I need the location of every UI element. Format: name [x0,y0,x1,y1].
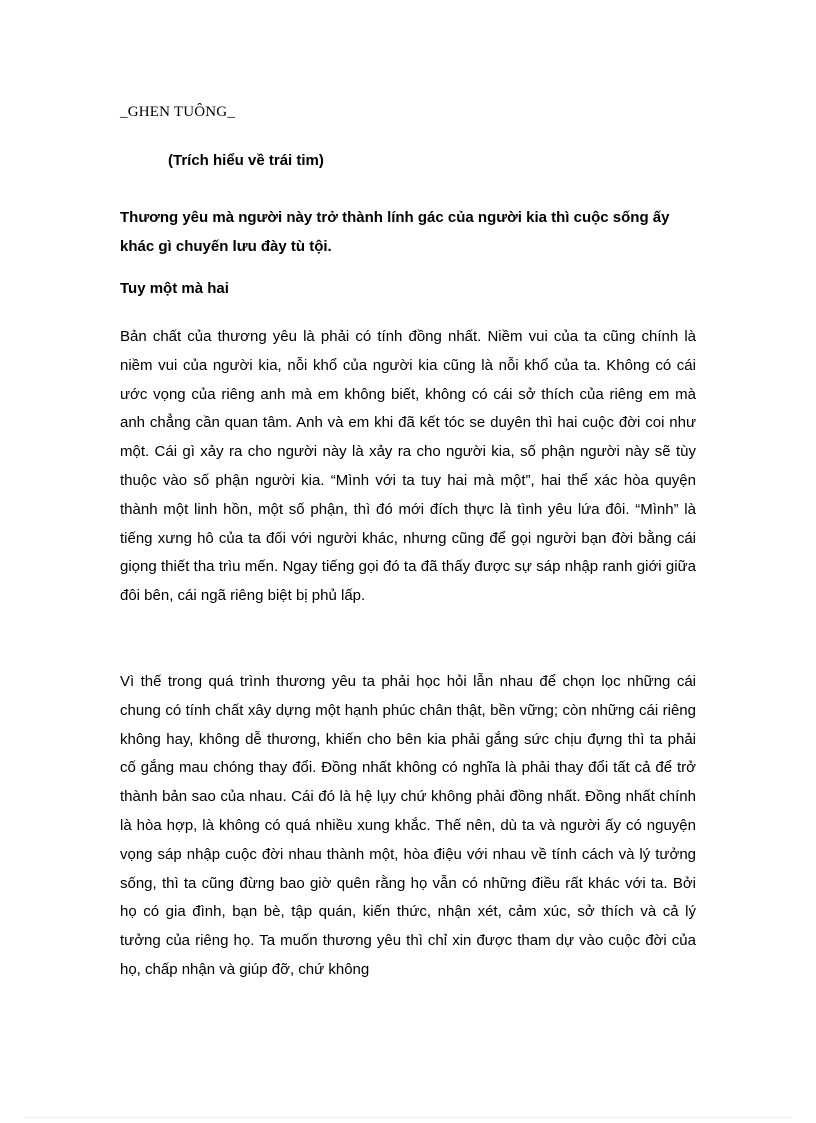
body-paragraph: Vì thế trong quá trình thương yêu ta phải học hỏi lẫn nhau để chọn lọc những cái chung có tính chất xây dựng một hạnh phúc chân thật, bền vững; còn những cái riêng không hay, không dễ thương, khiến cho bên kia phải gắng sức chịu đựng thì ta phải cố gắng mau chóng thay đổi. Đồng nhất không có nghĩa là phải thay đổi tất cả để trở thành bản sao của nhau. Cái đó là hệ lụy chứ không phải đồng nhất. Đồng nhất chính là hòa hợp, là không có quá nhiều xung khắc. Thế nên, dù ta và người ấy có nguyện vọng sáp nhập cuộc đời nhau thành một, hòa điệu với nhau về tính cách và lý tưởng sống, thì ta cũng đừng bao giờ quên rằng họ vẫn có những điều rất khác với ta. Bởi họ có gia đình, bạn bè, tập quán, kiến thức, nhận xét, cảm xúc, sở thích và cả lý tưởng của riêng họ. Ta muốn thương yêu thì chỉ xin được tham dự vào cuộc đời của họ, chấp nhận và giúp đỡ, chứ không [120,673,696,978]
section-heading: Tuy một mà hai [120,280,229,297]
document-title: _GHEN TUÔNG_ [120,104,236,120]
lead-quote: Thương yêu mà người này trở thành lính gác của người kia thì cuộc sống ấy khác gì chuyến lưu đày tù tội. [120,209,670,255]
page-bottom-divider [24,1117,792,1118]
document-subtitle: (Trích hiểu về trái tim) [168,152,324,169]
body-paragraph: Bản chất của thương yêu là phải có tính đồng nhất. Niềm vui của ta cũng chính là niềm vui của người kia, nỗi khổ của người kia cũng là nỗi khổ của ta. Không có cái ước vọng của riêng anh mà em không biết, không có cái sở thích của riêng em mà anh chẳng cần quan tâm. Anh và em khi đã kết tóc se duyên thì hai cuộc đời coi như một. Cái gì xảy ra cho người này là xảy ra cho người kia, số phận người này sẽ tùy thuộc vào số phận người kia. “Mình với ta tuy hai mà một”, hai thể xác hòa quyện thành một linh hồn, một số phận, thì đó mới đích thực là tình yêu lứa đôi. “Mình” là tiếng xưng hô của ta đối với người khác, nhưng cũng để gọi người bạn đời bằng cái giọng thiết tha trìu mến. Ngay tiếng gọi đó ta đã thấy được sự sáp nhập ranh giới giữa đôi bên, cái ngã riêng biệt bị phủ lấp. [120,328,696,605]
